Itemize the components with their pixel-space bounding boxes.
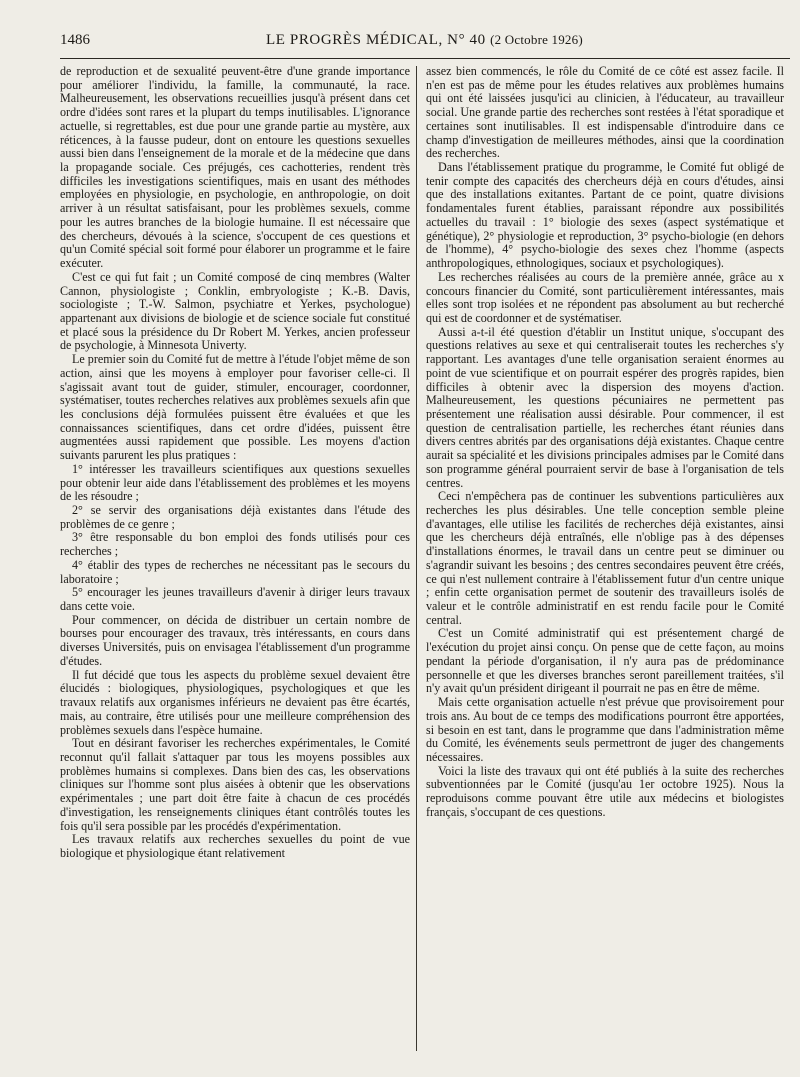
paragraph: de reproduction et de sexualité peuvent-être d'une grande importance pour améliorer l'individu, la famille, la communauté, la race. Malheureusement, les observations recueillies jusqu'à présent dans cet ordre d'idées sont rares et la plupart du temps inutilisables. L'ignorance actuelle, si regrettables, est due pour une grande partie au mystère, aux réticences, à la fausse pudeur, dont on entoure les questions sexuelles aussi bien dans l'enseignement de la morale et de la médecine que dans la propagande sociale. Ces préjugés, ces cachotteries, rendent très difficiles les investigations scientifiques, mais en usant des méthodes employées en physiologie, en psychologie, en anthropologie, on doit arriver à un résultat satisfaisant, pour les problèmes sexuels, comme pour les autres branches de la biologie humaine. Il est nécessaire que des chercheurs, dévoués à la science, s'occupent de ces questions et qu'un Comité spécial soit formé pour élaborer un programme et le faire exécuter.	[60, 64, 410, 271]
paragraph: C'est un Comité administratif qui est présentement chargé de l'exécution du projet ainsi conçu. On pense que de cette façon, au moins pendant la période d'organisation, il n'y aura pas de prédominance personnelle et que les diverses branches seront pareillement traitées, s'il n'y avait qu'un président dirigeant il pourrait ne pas en être de même.	[426, 626, 784, 696]
running-title	[266, 32, 583, 49]
list-item: 3° être responsable du bon emploi des fonds utilisés pour ces recherches ;	[60, 530, 410, 559]
paragraph: Voici la liste des travaux qui ont été publiés à la suite des recherches subventionnées par le Comité (jusqu'au 1er octobre 1925). Nous la reproduisons comme pouvant être utile aux médecins et biologistes français, s'occupant de ces questions.	[426, 763, 784, 819]
page-number: 1486	[60, 32, 90, 48]
left-column	[60, 65, 410, 861]
page-header	[60, 26, 770, 52]
list-item: 2° se servir des organisations déjà existantes dans l'étude des problèmes de ce genre ;	[60, 503, 410, 531]
right-column	[426, 65, 784, 820]
paragraph: Tout en désirant favoriser les recherches expérimentales, le Comité reconnut qu'il fallait s'attaquer par tous les moyens possibles aux problèmes humains si complexes. Dans bien des cas, les observations cliniques sur l'homme sont plus aisées à obtenir que les observations expérimentales ; une part doit être faite à chacun de ces procédés d'investigation, les renseignements cliniques étant contrôlés toutes les fois qu'il sera possible par les procédés d'expérimentation.	[60, 736, 410, 833]
paragraph: Le premier soin du Comité fut de mettre à l'étude l'objet même de son action, ainsi que les moyens à employer pour favoriser celle-ci. Il s'agissait avant tout de guider, stimuler, encourager, coordonner, systématiser, toutes recherches relatives aux problèmes sexuels afin que les conclusions déjà formulées puissent être évaluées et que les connaissances scientifiques, dans cet ordre d'idées, puissent être augmentées aussi rapidement que possible. Les moyens d'action suivants parurent les plus pratiques :	[60, 352, 410, 463]
paragraph: assez bien commencés, le rôle du Comité de ce côté est assez facile. Il n'en est pas de même pour les études relatives aux problèmes humains qui ont été laissées jusqu'ici au clinicien, à l'éducateur, au travailleur social. Une grande partie des recherches sont restées à l'état sporadique et certaines sont inutilisables. Il est indispensable d'introduire dans ce champ d'investigation de meilleures méthodes, ainsi que la coordination des recherches.	[426, 64, 784, 161]
paragraph: Aussi a-t-il été question d'établir un Institut unique, s'occupant des questions relatives au sexe et qui centraliserait toutes les recherches s'y rapportant. Les avantages d'une telle organisation seraient énormes au point de vue scientifique et on pourrait espérer des progrès rapides, bien difficiles à obtenir avec la dispersion des moyens d'action. Malheureusement, les questions pécuniaires ne permettent pas présentement une réalisation aussi désirable. Pour commencer, il est question de centralisation partielle, les recherches étant réunies dans divers centres abrités par des organisations déjà existantes. Chaque centre aurait sa spécialité et les divisions principales admises par le Comité dans son programme général pourraient servir de base à l'organisation de tels centres.	[426, 324, 784, 490]
column-separator	[416, 66, 417, 1051]
paragraph: Il fut décidé que tous les aspects du problème sexuel devaient être élucidés : biologiques, physiologiques, psychologiques et que les travaux relatifs aux organismes inférieurs ne devaient pas être écartés, mais, au contraire, être utilisés pour une meilleure compréhension des problèmes sexuels dans l'espèce humaine.	[60, 667, 410, 737]
header-rule	[60, 58, 790, 59]
paragraph: Les recherches réalisées au cours de la première année, grâce au x concours financier du Comité, sont particulièrement intéressantes, mais elles sont trop isolées et ne répondent pas absolument au but recherché qui est de coordonner et de systématiser.	[426, 269, 784, 325]
paragraph: C'est ce qui fut fait ; un Comité composé de cinq membres (Walter Cannon, physiologiste ; Conklin, embryologiste ; K.-B. Davis, sociologiste ; T.-W. Salmon, psychiatre et Yerkes, psychologue) appartenant aux divisions de biologie et de science sociale fut constitué et placé sous la présidence du Dr Robert M. Yerkes, ancien professeur de psychologie, à Minnesota Univerty.	[60, 269, 410, 353]
list-item: 1° intéresser les travailleurs scientifiques aux questions sexuelles pour obtenir leur aide dans l'établissement des problèmes et les moyens de les résoudre ;	[60, 461, 410, 504]
paragraph: Ceci n'empêchera pas de continuer les subventions particulières aux recherches les plus désirables. Une telle conception semble pleine d'avantages, elle utilise les facilités de recherches déjà existantes, ainsi que les chercheurs déjà entraînés, elle n'oblige pas à des dépenses d'installations énormes, le travail dans un centre peut se diminuer ou s'agrandir suivant les besoins ; des centres secondaires peuvent être créés, ce qui n'est nullement contraire à l'établissement futur d'un centre unique ; enfin cette organisation permet de soutenir des travailleurs isolés de valeur et le contrôle administratif en est rendu facile pour le Comité central.	[426, 489, 784, 627]
issue-date: (2 Octobre 1926)	[490, 32, 583, 47]
paragraph: Les travaux relatifs aux recherches sexuelles du point de vue biologique et physiologique étant relativement	[60, 832, 410, 860]
list-item: 5° encourager les jeunes travailleurs d'avenir à diriger leurs travaux dans cette voie.	[60, 585, 410, 614]
paragraph: Mais cette organisation actuelle n'est prévue que provisoirement pour trois ans. Au bout de ce temps des modifications pourront être apportées, si besoin en est tant, dans le programme que dans l'administration même du Comité, les événements seuls permettront de juger des changements nécessaires.	[426, 695, 784, 764]
paragraph: Pour commencer, on décida de distribuer un certain nombre de bourses pour encourager des travaux, très intéressants, en cours dans diverses Universités, puis on envisagea l'établissement d'un programme d'études.	[60, 612, 410, 668]
list-item: 4° établir des types de recherches ne nécessitant pas le secours du laboratoire ;	[60, 557, 410, 586]
journal-title: LE PROGRÈS MÉDICAL, N° 40	[266, 32, 486, 48]
paragraph: Dans l'établissement pratique du programme, le Comité fut obligé de tenir compte des capacités des chercheurs déjà en cours d'études, ainsi que des installations exitantes. Partant de ce point, quatre divisions fondamentales furent établies, paraissant répondre aux possibilités actuelles du travail : 1° biologie des sexes (aspect systématique et génétique), 2° physiologie et reproduction, 3° psycho-biologie (en dehors de l'homme), 4° psycho-biologie des sexes chez l'homme (aspects anthropologiques, ethnologiques, sociaux et psychologiques).	[426, 160, 784, 271]
